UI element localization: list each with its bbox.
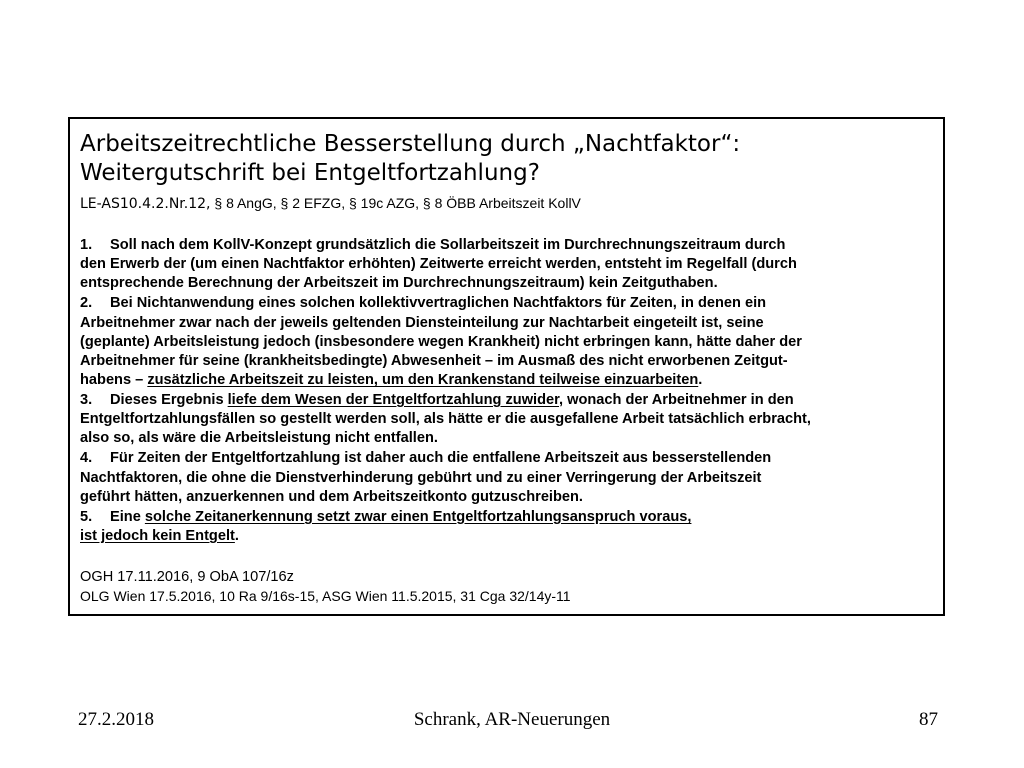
slide-title-line-2: Weitergutschrift bei Entgeltfortzahlung? (80, 160, 540, 186)
paragraph-2-line-4: Arbeitnehmer für seine (krankheitsbedingte) Abwesenheit – im Ausmaß des nicht erworbenen Zeitgut- (80, 353, 788, 369)
legal-reference (80, 195, 937, 213)
paragraph-1-line-1: 1. Soll nach dem KollV-Konzept grundsätzlich die Sollarbeitszeit im Durchrechnungszeitraum durch (80, 237, 786, 253)
content-box (68, 117, 945, 616)
citation-ogh: OGH 17.11.2016, 9 ObA 107/16z (80, 569, 294, 585)
underlined-text: solche Zeitanerkennung setzt zwar einen Entgeltfortzahlungsanspruch voraus, (144, 509, 692, 525)
citation-olg: OLG Wien 17.5.2016, 10 Ra 9/16s-15, ASG Wien 11.5.2015, 31 Cga 32/14y-11 (80, 588, 571, 604)
paragraph-2-line-3: (geplante) Arbeitsleistung jedoch (insbesondere wegen Krankheit) nicht erbringen kann, hätte daher der (80, 334, 802, 350)
footer-page-number: 87 (919, 709, 938, 730)
paragraph-4-line-3: geführt hätten, anzuerkennen und dem Arbeitszeitkonto gutzuschreiben. (80, 489, 583, 505)
underlined-text: zusätzliche Arbeitszeit zu leisten, um den Krankenstand teilweise einzuarbeiten (147, 372, 699, 388)
paragraph-3-line-1: 3. Dieses Ergebnis liefe dem Wesen der Entgeltfortzahlung zuwider, wonach der Arbeitnehmer in den (80, 392, 794, 408)
paragraph-2-line-5: habens – zusätzliche Arbeitszeit zu leisten, um den Krankenstand teilweise einzuarbeiten. (80, 372, 703, 388)
underlined-text: ist jedoch kein Entgelt (80, 528, 235, 544)
paragraph-2-line-1: 2. Bei Nichtanwendung eines solchen kollektivvertraglichen Nachtfaktors für Zeiten, in denen ein (80, 295, 767, 311)
slide-title-line-1: Arbeitszeitrechtliche Besserstellung durch „Nachtfaktor“: (80, 131, 741, 157)
paragraph-2-line-2: Arbeitnehmer zwar nach der jeweils geltenden Diensteinteilung zur Nachtarbeit eingeteilt ist, seine (80, 315, 764, 331)
footer-date: 27.2.2018 (78, 709, 154, 730)
paragraph-5-line-1: 5. Eine solche Zeitanerkennung setzt zwar einen Entgeltfortzahlungsanspruch voraus, (80, 509, 692, 525)
paragraph-3-line-3: also so, als wäre die Arbeitsleistung nicht entfallen. (80, 430, 438, 446)
paragraph-3-line-2: Entgeltfortzahlungsfällen so gestellt werden soll, als hätte er die ausgefallene Arbeit tatsächlich erbracht, (80, 411, 811, 427)
reference-laws: § 8 AngG, § 2 EFZG, § 19c AZG, § 8 ÖBB Arbeitszeit KollV (210, 195, 581, 211)
paragraph-5-line-2: ist jedoch kein Entgelt. (80, 528, 239, 544)
paragraph-1-line-2: den Erwerb der (um einen Nachtfaktor erhöhten) Zeitwerte erreicht werden, entsteht im Regelfall (durch (80, 256, 797, 272)
footer-title: Schrank, AR-Neuerungen (413, 709, 611, 730)
paragraph-4-line-1: 4. Für Zeiten der Entgeltfortzahlung ist daher auch die entfallene Arbeitszeit aus besserstellenden (80, 450, 772, 466)
paragraph-1-line-3: entsprechende Berechnung der Arbeitszeit im Durchrechnungszeitraum) kein Zeitguthaben. (80, 275, 718, 291)
underlined-text: liefe dem Wesen der Entgeltfortzahlung zuwider (227, 392, 560, 408)
reference-code: LE-AS10.4.2.Nr.12, (80, 196, 211, 212)
paragraph-4-line-2: Nachtfaktoren, die ohne die Dienstverhinderung gebührt und zu einer Verringerung der Arbeitszeit (80, 470, 762, 486)
